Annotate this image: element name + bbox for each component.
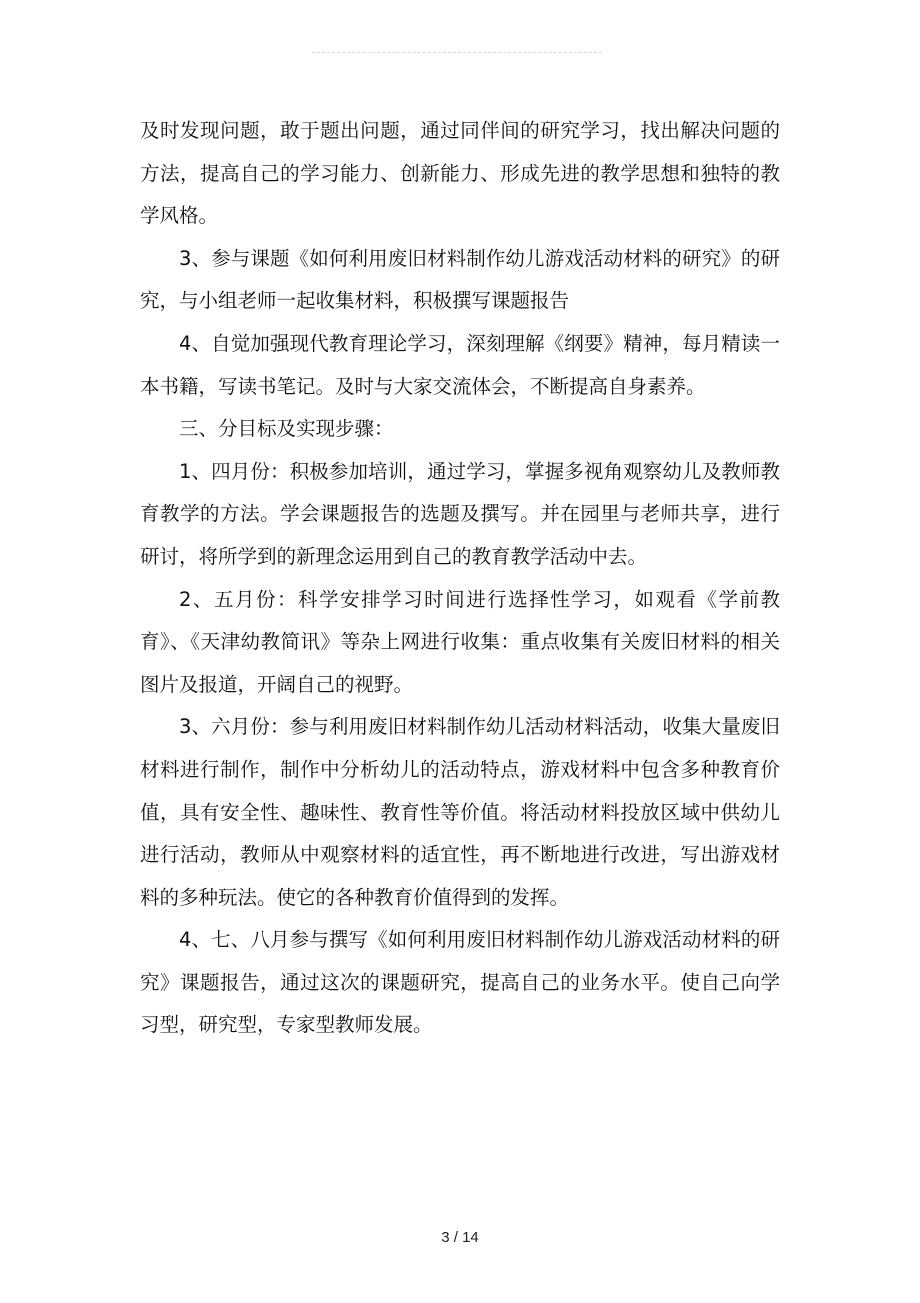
document-body xyxy=(140,110,780,1047)
paragraph-item-3: 3、参与课题《如何利用废旧材料制作幼儿游戏活动材料的研究》的研究，与小组老师一起收集材料，积极撰写课题报告 xyxy=(140,246,780,313)
paragraph-june: 3、六月份：参与利用废旧材料制作幼儿活动材料活动，收集大量废旧材料进行制作，制作中分析幼儿的活动特点，游戏材料中包含多种教育价值，具有安全性、趣味性、教育性等价值。将活动材料投放区域中供幼儿进行活动，教师从中观察材料的适宜性，再不断地进行改进，写出游戏材料的多种玩法。使它的各种教育价值得到的发挥。 xyxy=(140,715,780,909)
header-divider xyxy=(312,52,602,53)
paragraph-july-august: 4、七、八月参与撰写《如何利用废旧材料制作幼儿游戏活动材料的研究》课题报告，通过这次的课题研究，提高自己的业务水平。使自己向学习型，研究型，专家型教师发展。 xyxy=(140,928,780,1037)
paragraph-may: 2、五月份：科学安排学习时间进行选择性学习，如观看《学前教育》、《天津幼教简讯》等杂上网进行收集：重点收集有关废旧材料的相关图片及报道，开阔自己的视野。 xyxy=(140,587,780,696)
section-heading: 三、分目标及实现步骤： xyxy=(179,417,394,441)
paragraph-april: 1、四月份：积极参加培训，通过学习，掌握多视角观察幼儿及教师教育教学的方法。学会课题报告的选题及撰写。并在园里与老师共享，进行研讨，将所学到的新理念运用到自己的教育教学活动中去。 xyxy=(140,459,780,568)
paragraph-item-4: 4、自觉加强现代教育理论学习，深刻理解《纲要》精神，每月精读一本书籍，写读书笔记。及时与大家交流体会，不断提高自身素养。 xyxy=(140,331,780,398)
page-number: 3 / 14 xyxy=(441,1229,479,1246)
paragraph-continuation: 及时发现问题，敢于题出问题，通过同伴间的研究学习，找出解决问题的方法，提高自己的学习能力、创新能力、形成先进的教学思想和独特的教学风格。 xyxy=(140,119,780,228)
